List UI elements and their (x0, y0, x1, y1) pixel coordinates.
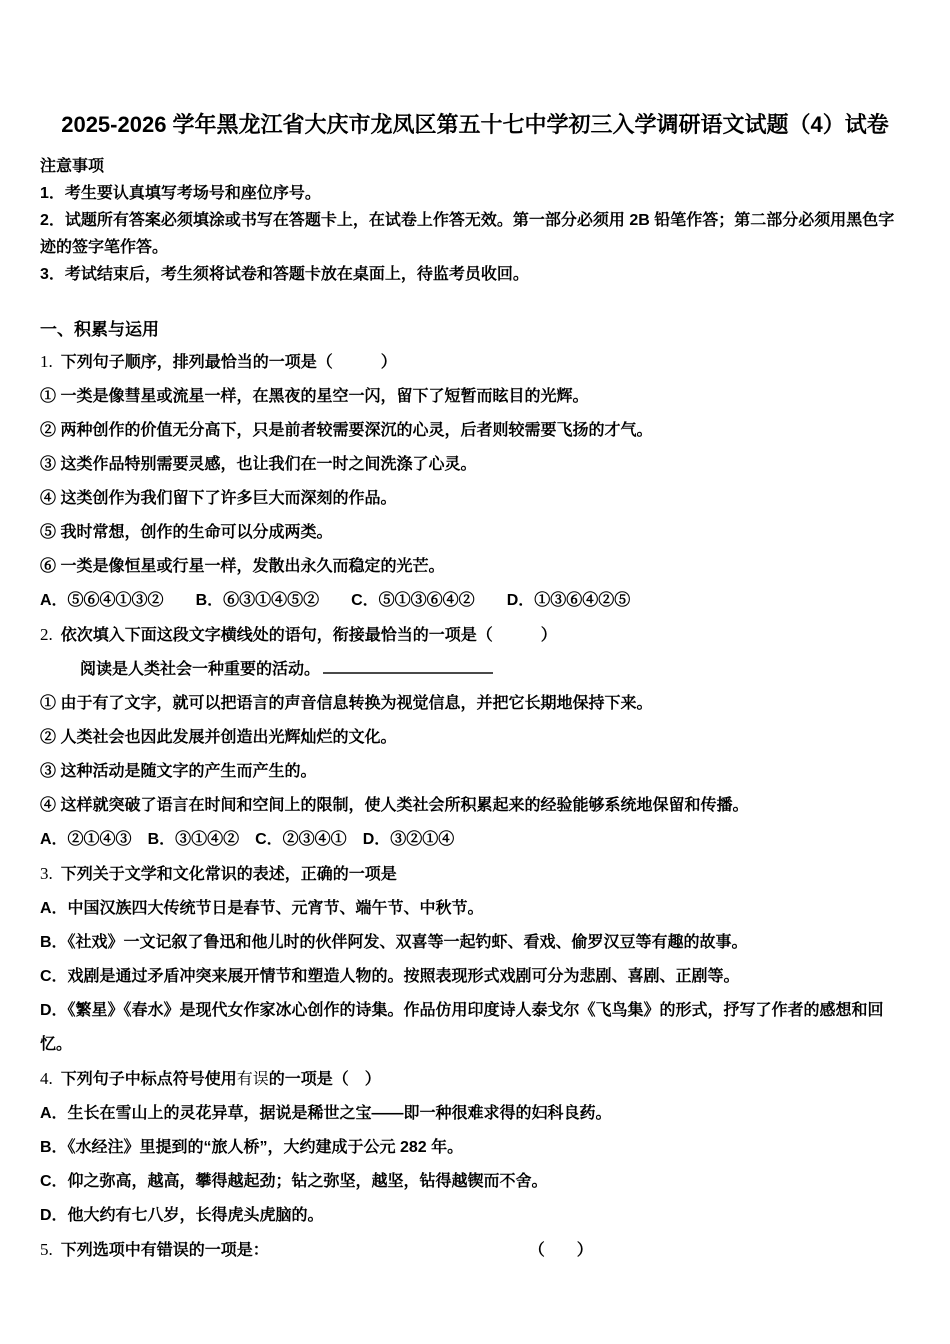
question-4-stem (40, 1062, 910, 1097)
question-3-stem (40, 857, 910, 892)
question-1-option-d: D．①③⑥④②⑤ (506, 592, 631, 609)
question-5-stem-text: 下列选项中有错误的一项是： (60, 1242, 269, 1259)
question-1-sentence-2: ② 两种创作的价值无分高下，只是前者较需要深沉的心灵，后者则较需要飞扬的才气。 (40, 422, 653, 439)
question-1-options (40, 584, 910, 618)
notice-item-1: 1．考生要认真填写考场号和座位序号。 (40, 185, 321, 202)
notice-item-3: 3．考试结束后，考生须将试卷和答题卡放在桌面上，待监考员收回。 (40, 266, 529, 283)
question-2-option-d: D．③②①④ (362, 831, 455, 848)
question-1-sentence-1: ① 一类是像彗星或流星一样，在黑夜的星空一闪，留下了短暂而眩目的光辉。 (40, 388, 589, 405)
question-1-option-b: B．⑥③①④⑤② (195, 592, 320, 609)
page-title: 2025-2026 学年黑龙江省大庆市龙凤区第五十七中学初三入学调研语文试题（4）试卷 (61, 112, 889, 137)
question-2-lead-text: 阅读是人类社会一种重要的活动。 (80, 661, 321, 678)
question-3-option-c: C．戏剧是通过矛盾冲突来展开情节和塑造人物的。按照表现形式戏剧可分为悲剧、喜剧、正剧等。 (40, 968, 740, 985)
question-4 (40, 1062, 910, 1233)
notice-heading: 注意事项 (40, 158, 105, 175)
question-2 (40, 618, 910, 857)
question-1-sentence-3: ③ 这类作品特别需要灵感，也让我们在一时之间洗涤了心灵。 (40, 456, 477, 473)
question-4-option-a: A．生长在雪山上的灵花异草，据说是稀世之宝——即一种很难求得的妇科良药。 (40, 1105, 612, 1122)
question-1-stem-text: 下列句子顺序，排列最恰当的一项是（ ） (60, 354, 397, 371)
question-2-sentence-2: ② 人类社会也因此发展并创造出光辉灿烂的文化。 (40, 729, 397, 746)
question-1-sentence-6: ⑥ 一类是像恒星或行星一样，发散出永久而稳定的光芒。 (40, 558, 445, 575)
question-1-number: 1. (40, 352, 53, 371)
question-3-number: 3. (40, 864, 53, 883)
question-2-sentence-1: ① 由于有了文字，就可以把语言的声音信息转换为视觉信息，并把它长期地保持下来。 (40, 695, 653, 712)
question-1 (40, 345, 910, 618)
question-2-number: 2. (40, 625, 53, 644)
question-3-option-b: B．《社戏》一文记叙了鲁迅和他儿时的伙伴阿发、双喜等一起钓虾、看戏、偷罗汉豆等有趣的故事。 (40, 934, 748, 951)
question-2-sentence-3: ③ 这种活动是随文字的产生而产生的。 (40, 763, 317, 780)
question-2-stem (40, 618, 910, 653)
question-5 (40, 1233, 910, 1268)
question-4-option-b: B．《水经注》里提到的“旅人桥”，大约建成于公元 282 年。 (40, 1139, 464, 1156)
question-4-stem-emphasis: 有误 (236, 1071, 269, 1088)
question-5-answer-bracket: （ ） (536, 1242, 593, 1259)
question-2-options (40, 823, 910, 857)
question-1-stem (40, 345, 910, 380)
question-1-sentence-4: ④ 这类创作为我们留下了许多巨大而深刻的作品。 (40, 490, 397, 507)
question-5-stem (40, 1233, 910, 1268)
question-3-option-a: A．中国汉族四大传统节日是春节、元宵节、端午节、中秋节。 (40, 900, 484, 917)
notice-section (40, 153, 910, 288)
question-2-option-a: A．②①④③ (40, 831, 132, 848)
question-2-option-c: C．②③④① (255, 831, 347, 848)
answer-blank-line (323, 660, 493, 674)
question-1-sentence-5: ⑤ 我时常想，创作的生命可以分成两类。 (40, 524, 333, 541)
question-2-lead (40, 653, 910, 687)
question-2-sentence-4: ④ 这样就突破了语言在时间和空间上的限制，使人类社会所积累起来的经验能够系统地保留和传播。 (40, 797, 749, 814)
question-3-stem-text: 下列关于文学和文化常识的表述，正确的一项是 (60, 866, 397, 883)
notice-item-2: 2．试题所有答案必须填涂或书写在答题卡上，在试卷上作答无效。第一部分必须用 2B 铅笔作答；第二部分必须用黑色字迹的签字笔作答。 (40, 212, 895, 256)
question-3-option-d: D．《繁星》《春水》是现代女作家冰心创作的诗集。作品仿用印度诗人泰戈尔《飞鸟集》的形式，抒写了作者的感想和回忆。 (40, 1002, 884, 1053)
question-4-stem-suffix: 的一项是（ ） (268, 1071, 381, 1088)
question-4-stem-prefix: 下列句子中标点符号使用 (60, 1071, 237, 1088)
question-4-number: 4. (40, 1069, 53, 1088)
question-3 (40, 857, 910, 1062)
question-4-option-d: D．他大约有七八岁，长得虎头虎脑的。 (40, 1207, 324, 1224)
question-1-option-a: A．⑤⑥④①③② (40, 592, 164, 609)
section-header: 一、积累与运用 (40, 320, 159, 339)
question-5-number: 5. (40, 1240, 53, 1259)
question-2-stem-text: 依次填入下面这段文字横线处的语句，衔接最恰当的一项是（ ） (60, 627, 557, 644)
question-1-option-c: C．⑤①③⑥④② (351, 592, 475, 609)
question-4-option-c: C．仰之弥高，越高，攀得越起劲；钻之弥坚，越坚，钻得越锲而不舍。 (40, 1173, 548, 1190)
question-2-option-b: B．③①④② (147, 831, 240, 848)
